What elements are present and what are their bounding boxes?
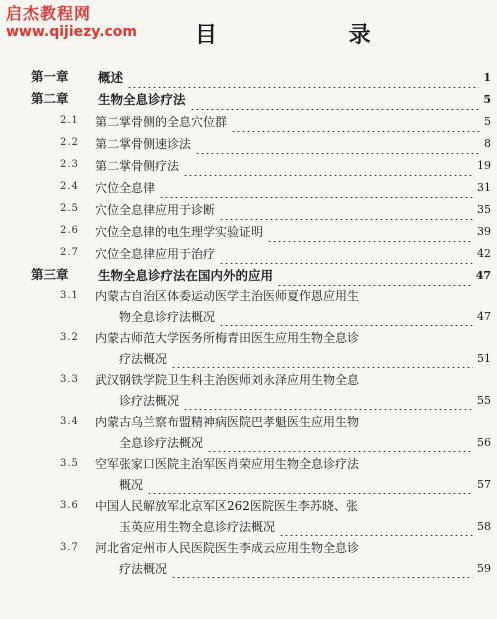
toc-entry-number: 第二章: [31, 91, 69, 106]
leader-dots: [147, 474, 473, 494]
toc-entry-page: 5: [483, 92, 491, 106]
watermark-url: www.qijiezy.com: [6, 24, 137, 40]
toc-entry-page: 39: [477, 224, 491, 238]
toc-entry-title-line2: 物全息诊疗法概况: [119, 309, 216, 324]
toc-chapter: [0, 66, 497, 88]
leader-dots: [267, 220, 473, 242]
toc-entry-title: 生物全息诊疗法: [98, 92, 186, 107]
toc-entry: [0, 110, 497, 132]
leader-dots: [190, 88, 480, 110]
toc-entry-title-line2: 全息诊疗法概况: [119, 435, 204, 450]
toc-entry-number: 第一章: [31, 69, 69, 84]
toc-entry-number: 3.2: [60, 332, 79, 343]
toc-entry-page: 59: [477, 561, 491, 575]
watermark: [6, 4, 137, 42]
leader-dots: [159, 176, 473, 198]
toc-entry-title-line1: 内蒙古自治区体委运动医学主治医师夏作恩应用生: [95, 289, 360, 303]
leader-dots: [231, 110, 480, 132]
toc-entry: [0, 220, 497, 242]
toc-entry: [0, 286, 497, 328]
toc-entry: [0, 538, 497, 580]
leader-dots: [127, 66, 479, 88]
leader-dots: [219, 198, 473, 220]
leader-dots: [207, 432, 473, 452]
toc-entry-title-line2: 疗法概况: [119, 561, 168, 576]
toc-entry-title: 穴位全息律: [95, 180, 156, 195]
toc-entry-number: 2.3: [60, 159, 79, 170]
leader-dots: [219, 242, 473, 264]
toc-entry-number: 3.1: [60, 290, 79, 301]
leader-dots: [279, 516, 473, 536]
toc-entry-title-line2: 疗法概况: [119, 351, 168, 366]
toc-entry-page: 31: [477, 180, 491, 194]
toc-entry-number: 3.4: [60, 416, 79, 427]
toc-entry-number: 第三章: [31, 267, 69, 282]
toc-entry: [0, 412, 497, 454]
leader-dots: [219, 306, 473, 326]
toc-entry-page: 56: [477, 435, 491, 449]
table-of-contents: [0, 66, 497, 580]
page-title: 目 录: [195, 23, 433, 48]
leader-dots: [171, 348, 473, 368]
toc-entry-title-line2: 玉英应用生物全息诊疗法概况: [119, 519, 276, 534]
toc-entry-title-line1: 武汉钢铁学院卫生科主治医师刘永泽应用生物全息: [95, 373, 360, 387]
toc-entry-page: 47: [477, 309, 491, 323]
toc-entry-title-line1: 中国人民解放军北京军区262医院医生李苏晓、张: [95, 499, 358, 513]
toc-entry-title: 第二掌骨侧速诊法: [95, 136, 192, 151]
toc-entry-page: 51: [477, 351, 491, 365]
leader-dots: [277, 264, 472, 286]
leader-dots: [195, 132, 480, 154]
toc-entry: [0, 154, 497, 176]
leader-dots: [183, 390, 473, 410]
toc-entry-title-line1: 内蒙古乌兰察布盟精神病医院巴孝魁医生应用生物: [95, 415, 360, 429]
toc-entry-number: 2.4: [60, 181, 79, 192]
toc-entry-title: 穴位全息律应用于治疗: [95, 246, 216, 261]
toc-entry-number: 2.6: [60, 225, 79, 236]
toc-entry: [0, 496, 497, 538]
leader-dots: [171, 558, 473, 578]
toc-entry-title: 概述: [98, 70, 124, 85]
toc-entry-page: 1: [483, 70, 491, 84]
toc-entry-title: 第二掌骨侧的全息穴位群: [95, 114, 228, 129]
toc-chapter: [0, 88, 497, 110]
toc-entry-page: 55: [477, 393, 491, 407]
toc-entry: [0, 132, 497, 154]
toc-entry-page: 5: [484, 114, 491, 128]
toc-entry-page: 57: [477, 477, 491, 491]
toc-entry: [0, 454, 497, 496]
toc-entry: [0, 176, 497, 198]
toc-entry-title-line1: 河北省定州市人民医院医生李成云应用生物全息诊: [95, 541, 360, 555]
toc-entry-title: 第二掌骨侧疗法: [95, 158, 180, 173]
toc-entry-number: 2.5: [60, 203, 79, 214]
toc-entry-title: 生物全息诊疗法在国内外的应用: [98, 268, 274, 283]
toc-entry-number: 2.7: [60, 247, 79, 258]
toc-entry-title-line1: 空军张家口医院主治军医肖荣应用生物全息诊疗法: [95, 457, 360, 471]
toc-entry-title: 穴位全息律应用于诊断: [95, 202, 216, 217]
leader-dots: [183, 154, 473, 176]
toc-entry-page: 19: [477, 158, 491, 172]
toc-entry-title-line2: 概况: [119, 477, 144, 492]
toc-entry: [0, 370, 497, 412]
toc-entry-page: 8: [484, 136, 491, 150]
toc-entry-page: 47: [475, 268, 491, 282]
toc-entry-number: 3.6: [60, 500, 79, 511]
toc-entry-number: 2.1: [60, 115, 79, 126]
toc-entry: [0, 198, 497, 220]
toc-entry: [0, 242, 497, 264]
toc-entry-title-line2: 诊疗法概况: [119, 393, 180, 408]
toc-entry-title-line1: 内蒙古师范大学医务所梅青田医生应用生物全息诊: [95, 331, 360, 345]
toc-chapter: [0, 264, 497, 286]
toc-entry: [0, 328, 497, 370]
toc-entry-number: 2.2: [60, 137, 79, 148]
watermark-site-name: 启杰教程网: [6, 4, 92, 23]
toc-entry-number: 3.5: [60, 458, 79, 469]
toc-entry-number: 3.7: [60, 542, 79, 553]
toc-entry-page: 35: [477, 202, 491, 216]
toc-entry-page: 58: [477, 519, 491, 533]
toc-entry-page: 42: [477, 246, 491, 260]
toc-entry-title: 穴位全息律的电生理学实验证明: [95, 224, 264, 239]
toc-entry-number: 3.3: [60, 374, 79, 385]
